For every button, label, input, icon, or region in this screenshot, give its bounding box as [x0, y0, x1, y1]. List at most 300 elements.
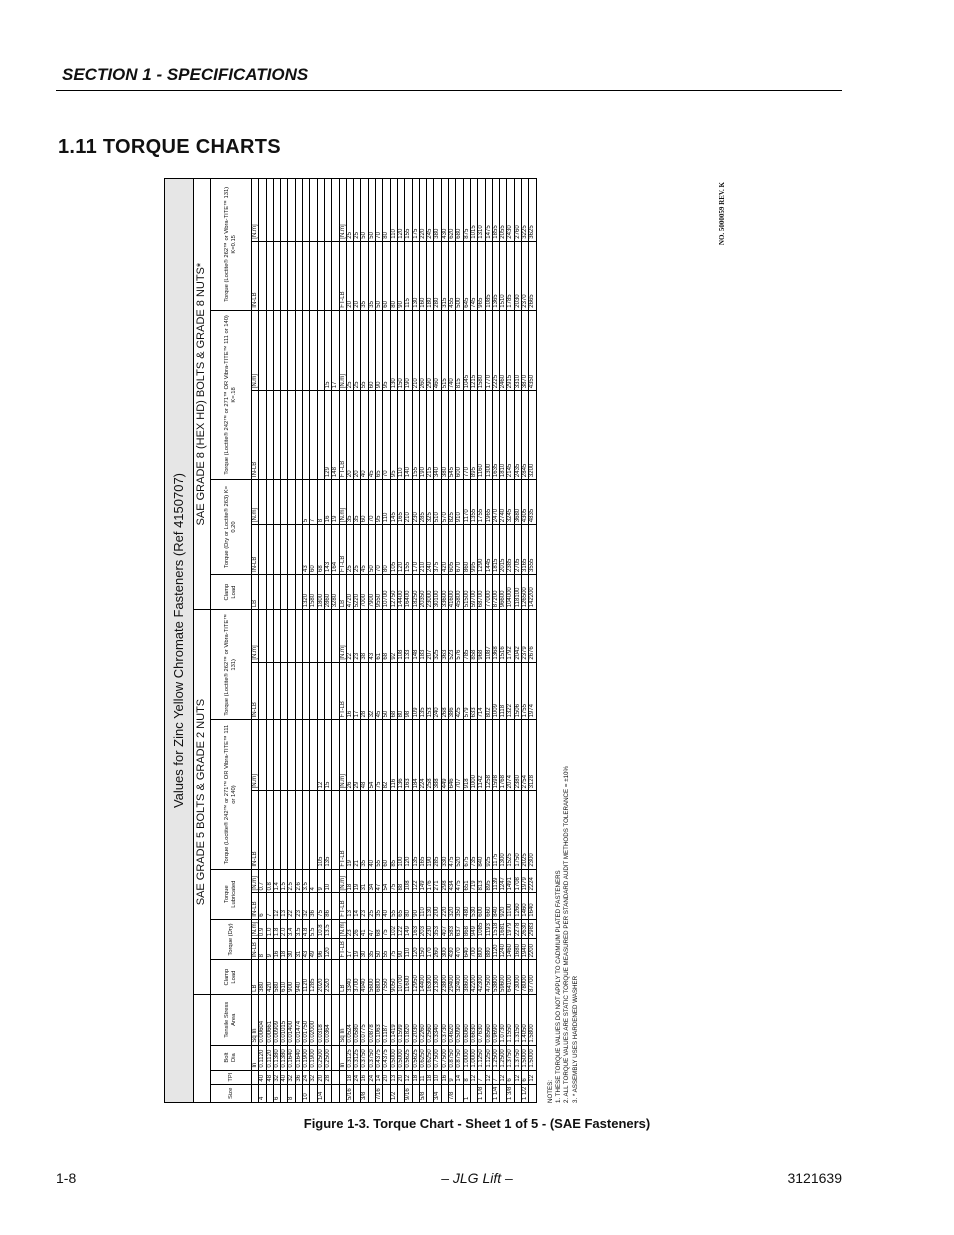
table-cell — [470, 1084, 477, 1102]
table-cell: 430 — [449, 939, 456, 960]
table-cell: 23000 — [427, 574, 434, 609]
table-cell: 8 — [317, 480, 324, 525]
table-cell: 802 — [485, 662, 492, 720]
table-cell: 14400 — [397, 574, 404, 609]
table-cell: 17 — [346, 939, 353, 960]
table-cell: 2320 — [324, 960, 331, 994]
table-cell: 660 — [485, 893, 492, 919]
table-cell: 7000 — [361, 574, 368, 609]
table-cell: 1085 — [485, 241, 492, 310]
unit-cell: In — [252, 1045, 259, 1070]
table-cell: 386 — [449, 662, 456, 720]
table-cell: 35 — [346, 480, 353, 525]
table-cell — [427, 1084, 434, 1102]
table-cell: 407 — [441, 919, 448, 938]
table-cell: 96600 — [500, 574, 507, 609]
table-cell: 122 — [397, 919, 404, 938]
table-cell: 620 — [449, 179, 456, 242]
table-cell: 51500 — [463, 574, 470, 609]
table-cell: 90 — [397, 939, 404, 960]
table-cell: 102 — [390, 919, 397, 938]
table-cell — [281, 179, 288, 242]
table-cell — [303, 610, 310, 662]
table-cell: 570 — [441, 480, 448, 525]
table-cell: 3245 — [507, 480, 514, 525]
table-cell: 0.5000 — [397, 1045, 404, 1070]
table-cell: 6 — [259, 893, 266, 919]
table-cell — [332, 791, 339, 869]
column-header: Torque Lubricated — [211, 869, 252, 919]
table-cell: 50 — [361, 179, 368, 242]
table-cell: 19 — [332, 480, 339, 525]
unit-cell: FT-LB — [339, 662, 346, 720]
table-cell: 80 — [390, 241, 397, 310]
table-cell: 300 — [441, 939, 448, 960]
table-cell — [259, 241, 266, 310]
table-cell: 1355 — [470, 480, 477, 525]
table-cell: 35 — [368, 241, 375, 310]
table-cell: 0.8750 — [456, 1045, 463, 1070]
table-cell — [266, 179, 273, 242]
table-cell — [281, 610, 288, 662]
table-cell: 155 — [405, 525, 412, 575]
table-cell — [310, 179, 317, 242]
table-cell: 220 — [441, 893, 448, 919]
table-cell: 3.5 — [295, 919, 302, 938]
table-cell: 32 — [368, 662, 375, 720]
table-cell: 17 — [332, 310, 339, 391]
table-cell: 245 — [427, 179, 434, 242]
table-cell: 949 — [470, 919, 477, 938]
table-cell — [317, 662, 324, 720]
table-cell: 271 — [434, 869, 441, 893]
table-cell: 0.2030 — [412, 994, 419, 1045]
table-cell: 220 — [419, 179, 426, 242]
table-cell: 36 — [295, 1070, 302, 1084]
table-cell — [281, 1084, 288, 1102]
table-cell: 184 — [412, 720, 419, 791]
table-cell — [259, 610, 266, 662]
table-row — [434, 179, 441, 1103]
column-header: Bolt Dia — [211, 1045, 252, 1070]
table-cell: 8 — [259, 939, 266, 960]
table-cell: 2380 — [514, 720, 521, 791]
table-cell — [332, 960, 339, 994]
table-cell: 6800 — [376, 960, 383, 994]
table-cell: 120 — [397, 179, 404, 242]
table-cell — [288, 310, 295, 391]
table-cell: 6 — [273, 1084, 280, 1102]
table-cell: 80 — [383, 179, 390, 242]
table-cell: 420 — [441, 525, 448, 575]
table-cell: 22 — [346, 610, 353, 662]
table-cell: 25 — [346, 525, 353, 575]
table-cell: 580 — [273, 960, 280, 994]
table-cell: 900 — [288, 960, 295, 994]
table-row — [507, 179, 514, 1103]
table-cell — [295, 179, 302, 242]
table-cell: 880 — [485, 939, 492, 960]
table-cell: 707 — [456, 720, 463, 791]
table-cell — [317, 310, 324, 391]
table-cell: 9 — [449, 1070, 456, 1084]
table-cell: 28 — [324, 1070, 331, 1084]
table-cell: 61 — [376, 610, 383, 662]
table-cell: 449 — [441, 720, 448, 791]
table-cell: 203 — [419, 919, 426, 938]
table-cell: 4.8 — [303, 919, 310, 938]
table-cell: 1979 — [521, 869, 528, 893]
table-cell: 1015 — [470, 179, 477, 242]
table-cell — [332, 919, 339, 938]
unit-cell: Sq In — [339, 994, 346, 1045]
table-cell: 670 — [456, 525, 463, 575]
table-cell: 47500 — [485, 960, 492, 994]
table-cell: 1965 — [485, 480, 492, 525]
table-cell — [281, 241, 288, 310]
table-cell — [332, 939, 339, 960]
table-cell: 175 — [412, 179, 419, 242]
table-cell: 2470 — [492, 480, 499, 525]
table-cell: 840 — [492, 893, 499, 919]
table-cell: 0.4375 — [383, 1045, 390, 1070]
table-cell: 1979 — [507, 919, 514, 938]
table-cell: 75 — [376, 720, 383, 791]
table-row — [346, 179, 353, 1103]
table-cell — [332, 1070, 339, 1084]
table-cell: 813 — [478, 869, 485, 893]
table-cell — [266, 720, 273, 791]
table-cell: 36 — [310, 893, 317, 919]
table-cell — [324, 179, 331, 242]
table-cell: 2379 — [521, 610, 528, 662]
table-cell: 50 — [368, 525, 375, 575]
table-cell — [324, 662, 331, 720]
table-row — [412, 179, 419, 1103]
table-cell — [266, 574, 273, 609]
table-cell: 110 — [383, 480, 390, 525]
table-cell: 35 — [354, 480, 361, 525]
table-cell: 1640 — [529, 893, 536, 919]
table-cell — [295, 391, 302, 480]
table-cell: 1708 — [514, 869, 521, 893]
table-cell: 675 — [463, 791, 470, 869]
table-cell — [412, 1084, 419, 1102]
column-header: Size — [211, 1084, 252, 1102]
table-cell: 32 — [273, 1070, 280, 1084]
table-cell: 20 — [346, 391, 353, 480]
table-cell — [288, 391, 295, 480]
table-cell: 8 — [463, 1070, 470, 1084]
table-cell: 1940 — [521, 939, 528, 960]
table-cell: 3165 — [521, 525, 528, 575]
table-cell: 70 — [376, 179, 383, 242]
column-header-row — [211, 179, 252, 1103]
table-cell — [310, 1084, 317, 1102]
table-cell: 55 — [361, 310, 368, 391]
table-cell: 155 — [412, 391, 419, 480]
table-cell: 2983 — [529, 919, 536, 938]
table-cell: 45800 — [456, 574, 463, 609]
table-cell: 0.4375 — [376, 1045, 383, 1070]
footer-publisher: – JLG Lift – — [441, 1170, 513, 1186]
table-cell: 135 — [412, 791, 419, 869]
table-cell: 122 — [412, 869, 419, 893]
table-cell: 1009 — [492, 662, 499, 720]
table-cell: 5220 — [354, 574, 361, 609]
table-cell: 5 — [303, 480, 310, 525]
table-cell: 1175 — [492, 791, 499, 869]
unit-cell: FT-LB — [339, 391, 346, 480]
table-cell: 110 — [419, 893, 426, 919]
table-row — [332, 179, 339, 1103]
page-heading: 1.11 TORQUE CHARTS — [58, 136, 281, 158]
table-cell: 714 — [478, 662, 485, 720]
table-cell: 105 — [317, 791, 324, 869]
table-cell: 0.7500 — [434, 1045, 441, 1070]
table-cell: 7900 — [368, 574, 375, 609]
table-cell — [332, 893, 339, 919]
table-cell: 285 — [419, 480, 426, 525]
table-cell: 380 — [259, 960, 266, 994]
table-cell — [273, 720, 280, 791]
table-cell: 7 — [478, 1070, 485, 1084]
table-cell: 1506 — [514, 662, 521, 720]
table-cell: 1491 — [507, 869, 514, 893]
torque-table — [164, 178, 537, 1103]
table-cell: 210 — [405, 480, 412, 525]
table-row — [273, 179, 280, 1103]
table-cell: 475 — [449, 791, 456, 869]
table-cell — [266, 791, 273, 869]
table-cell — [397, 1084, 404, 1102]
table-cell: 133 — [405, 610, 412, 662]
unit-cell: IN-LB — [252, 939, 259, 960]
table-cell: 815 — [456, 310, 463, 391]
table-cell: 2145 — [507, 391, 514, 480]
table-cell: 1445 — [485, 525, 492, 575]
unit-cell: [N.m] — [339, 919, 346, 938]
table-cell: 353 — [434, 919, 441, 938]
table-cell: 1290 — [478, 525, 485, 575]
table-row — [514, 179, 521, 1103]
table-cell: 200 — [434, 893, 441, 919]
table-cell: 2225 — [492, 310, 499, 391]
table-cell: 3/8 — [361, 1084, 368, 1102]
table-cell: 10.8 — [317, 919, 324, 938]
table-cell: 35 — [376, 893, 383, 919]
table-cell: 95 — [383, 310, 390, 391]
table-cell — [303, 310, 310, 391]
chart-notes — [547, 178, 580, 1103]
table-cell: 1/4 — [317, 1084, 324, 1102]
table-cell: 3340 — [346, 960, 353, 994]
table-cell: 59600 — [500, 960, 507, 994]
table-row — [470, 179, 477, 1103]
table-cell: 41600 — [449, 574, 456, 609]
table-cell: 0.7500 — [441, 1045, 448, 1070]
table-cell: 500 — [456, 241, 463, 310]
table-cell: 583 — [449, 919, 456, 938]
table-cell: 1.1550 — [507, 994, 514, 1045]
table-cell: 9 — [317, 869, 324, 893]
table-cell: 150 — [397, 310, 404, 391]
table-cell — [273, 179, 280, 242]
table-cell: 1 1/4 — [492, 1084, 499, 1102]
blank-group-cell — [194, 994, 211, 1102]
table-row — [456, 179, 463, 1103]
table-cell — [332, 662, 339, 720]
table-cell: 0.8750 — [449, 1045, 456, 1070]
table-cell: 54 — [383, 869, 390, 893]
table-cell: 785 — [463, 610, 470, 662]
table-cell — [259, 525, 266, 575]
table-cell — [317, 391, 324, 480]
table-cell — [295, 1084, 302, 1102]
table-cell — [332, 994, 339, 1045]
table-cell: 0.1599 — [397, 994, 404, 1045]
table-cell — [303, 179, 310, 242]
table-cell: 1525 — [507, 791, 514, 869]
table-cell: 0.0878 — [368, 994, 375, 1045]
table-cell: 1120 — [303, 960, 310, 994]
table-cell: 35 — [368, 939, 375, 960]
table-cell: 1750 — [514, 791, 521, 869]
table-cell: 164 — [332, 525, 339, 575]
table-cell — [317, 610, 324, 662]
table-cell: 380 — [441, 391, 448, 480]
table-row — [485, 179, 492, 1103]
table-cell: 0.00909 — [273, 994, 280, 1045]
table-cell: 0.1120 — [266, 1045, 273, 1070]
table-cell: 895 — [485, 869, 492, 893]
table-cell: 33600 — [441, 574, 448, 609]
table-cell: 800 — [478, 939, 485, 960]
table-cell — [332, 241, 339, 310]
table-cell: 40 — [383, 893, 390, 919]
table-cell — [288, 662, 295, 720]
table-cell: 30 — [361, 939, 368, 960]
table-cell — [259, 391, 266, 480]
table-cell: 430 — [441, 179, 448, 242]
table-cell: 98 — [405, 662, 412, 720]
table-row — [405, 179, 412, 1103]
table-cell: 0.7 — [259, 869, 266, 893]
table-cell — [441, 1084, 448, 1102]
table-cell: 29 — [354, 720, 361, 791]
table-cell: 645 — [463, 241, 470, 310]
table-cell: 110 — [390, 179, 397, 242]
table-cell: 910 — [456, 480, 463, 525]
table-cell: 13.5 — [324, 919, 331, 938]
unit-row-inch — [252, 179, 259, 1103]
table-cell: 3555 — [529, 525, 536, 575]
table-cell: 14 — [354, 893, 361, 919]
table-cell — [273, 610, 280, 662]
table-cell: 6 — [507, 1070, 514, 1084]
note-1: 1. THESE TORQUE VALUES DO NOT APPLY TO CADMIUM PLATED FASTENERS — [554, 870, 562, 1103]
table-cell: 2278 — [514, 919, 521, 938]
table-row — [419, 179, 426, 1103]
section-title: SECTION 1 - SPECIFICATIONS — [62, 65, 309, 84]
table-cell: 68 — [390, 662, 397, 720]
table-cell — [281, 310, 288, 391]
table-cell: 30 — [288, 939, 295, 960]
table-cell: 23 — [346, 919, 353, 938]
table-cell: 0.1187 — [383, 994, 390, 1045]
table-cell: 7/8 — [449, 1084, 456, 1102]
table-cell — [295, 525, 302, 575]
table-cell — [295, 480, 302, 525]
table-cell: 1170 — [463, 480, 470, 525]
table-row — [259, 179, 266, 1103]
table-cell: 2015 — [500, 525, 507, 575]
table-cell: 48 — [266, 1070, 273, 1084]
table-cell: 104000 — [507, 574, 514, 609]
table-cell — [259, 179, 266, 242]
unit-cell: [N.m] — [252, 179, 259, 242]
table-row — [397, 179, 404, 1103]
document-number: 3121639 — [787, 1170, 842, 1186]
table-cell: 0.7630 — [478, 994, 485, 1045]
table-cell: 24 — [303, 1070, 310, 1084]
table-cell: 0.4620 — [449, 994, 456, 1045]
table-cell — [259, 791, 266, 869]
table-cell: 149 — [419, 869, 426, 893]
table-cell: 12 — [470, 1070, 477, 1084]
grade5-group-header: SAE GRADE 5 BOLTS & GRADE 2 NUTS — [194, 610, 211, 995]
table-cell: 31 — [295, 939, 302, 960]
table-cell: 858 — [470, 610, 477, 662]
table-cell: 34 — [368, 869, 375, 893]
table-cell: 1139 — [492, 869, 499, 893]
unit-cell: [N.m] — [252, 919, 259, 938]
table-cell: 770 — [463, 391, 470, 480]
table-cell: 1516 — [500, 610, 507, 662]
table-cell — [324, 610, 331, 662]
table-cell: 5600 — [368, 960, 375, 994]
table-cell: 719 — [470, 869, 477, 893]
table-cell: 1518 — [492, 919, 499, 938]
table-cell: 1142 — [478, 720, 485, 791]
table-cell: 25 — [346, 179, 353, 242]
table-cell — [317, 179, 324, 242]
table-cell: 3280 — [332, 574, 339, 609]
table-cell: 280 — [434, 241, 441, 310]
table-cell — [273, 791, 280, 869]
table-cell: 0.3340 — [434, 994, 441, 1045]
table-cell — [295, 791, 302, 869]
table-cell: 49 — [310, 939, 317, 960]
table-cell: 38600 — [463, 960, 470, 994]
table-cell: 576 — [456, 610, 463, 662]
table-cell: 1260 — [514, 893, 521, 919]
table-cell: 18 — [346, 1070, 353, 1084]
table-cell: 4720 — [346, 574, 353, 609]
table-cell: 45 — [361, 525, 368, 575]
table-cell — [303, 720, 310, 791]
table-cell: 31 — [361, 869, 368, 893]
unit-cell — [252, 1084, 259, 1102]
table-row — [463, 179, 470, 1103]
table-cell: 105 — [390, 525, 397, 575]
table-cell: 1580 — [478, 310, 485, 391]
table-cell: 0.0580 — [354, 994, 361, 1045]
table-cell — [324, 241, 331, 310]
table-cell: 190 — [419, 391, 426, 480]
table-cell: 0.1380 — [273, 1045, 280, 1070]
table-cell: 1045 — [463, 310, 470, 391]
